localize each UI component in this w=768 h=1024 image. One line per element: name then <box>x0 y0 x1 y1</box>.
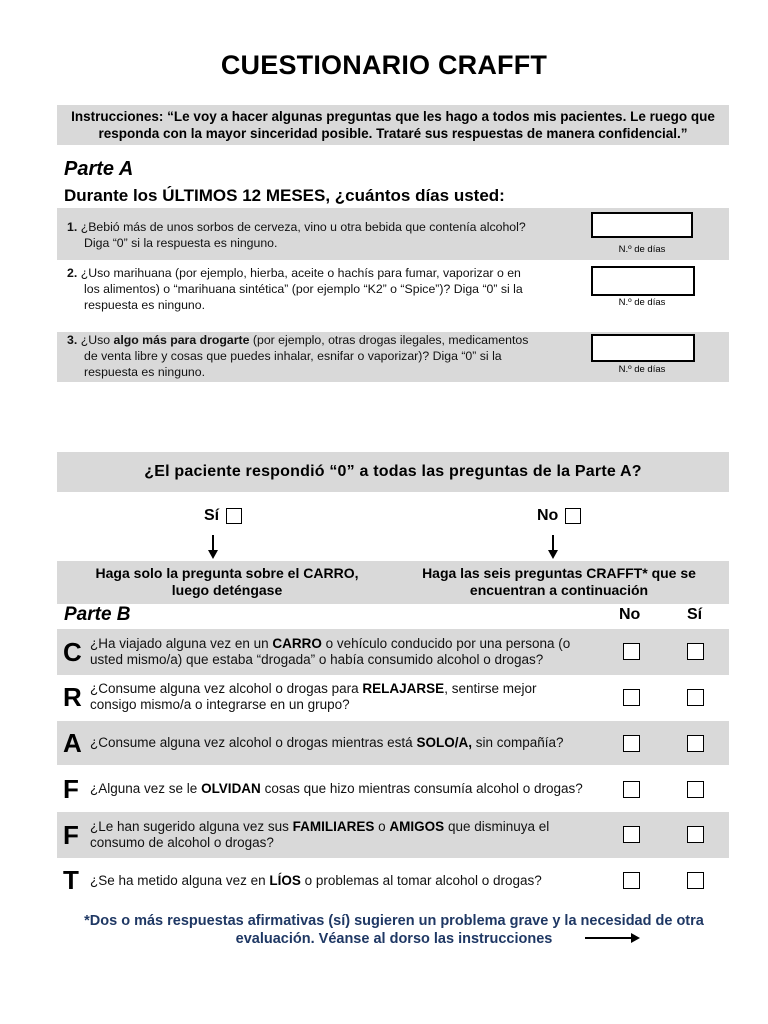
crafft-row-r <box>57 675 729 719</box>
footnote <box>60 912 728 948</box>
question-number: 3. <box>67 333 78 347</box>
question-keyword: SOLO/A, <box>416 735 472 750</box>
yes-option-label: Sí <box>204 507 220 524</box>
screening-question: ¿El paciente respondió “0” a todas las preguntas de la Parte A? <box>57 452 729 492</box>
question-emphasis: algo más para drogarte <box>113 333 250 347</box>
crafft-letter: F <box>63 820 79 850</box>
question-text: ¿Bebió más de unos sorbos de cerveza, vino u otra bebida que contenía alcohol? <box>80 220 526 234</box>
footnote-line-1: *Dos o más respuestas afirmativas (sí) sugieren un problema grave y la necesidad de otra <box>84 913 704 929</box>
yes-checkbox[interactable] <box>226 508 242 524</box>
question-keyword: LÍOS <box>269 873 301 888</box>
question-text: sin compañía? <box>471 735 564 750</box>
question-text: , sentirse mejor <box>444 681 537 696</box>
branch-right-line-1: Haga las seis preguntas CRAFFT* que se <box>422 565 696 581</box>
crafft-row-f-forget <box>57 767 729 811</box>
question-text: cosas que hizo mientras consumía alcohol o drogas? <box>260 781 583 796</box>
part-a-heading: Parte A <box>64 158 134 180</box>
answer-no-checkbox[interactable] <box>623 735 640 752</box>
question-text: respuesta es ninguno. <box>84 298 206 312</box>
question-text: respuesta es ninguno. <box>84 365 206 379</box>
answer-no-checkbox[interactable] <box>623 872 640 889</box>
down-arrow-line <box>212 535 214 551</box>
days-label: N.º de días <box>618 244 666 255</box>
crafft-row-c <box>57 629 729 675</box>
question-text: ¿Le han sugerido alguna vez sus <box>90 819 293 834</box>
page-title: CUESTIONARIO CRAFFT <box>220 50 548 80</box>
question-keyword: OLVIDAN <box>201 781 261 796</box>
no-option-label: No <box>537 507 559 524</box>
no-checkbox[interactable] <box>565 508 581 524</box>
instructions-line-1: Instrucciones: “Le voy a hacer algunas preguntas que les hago a todos mis pacientes. Le ruego que <box>71 109 715 124</box>
right-arrow-icon <box>631 933 640 943</box>
answer-no-checkbox[interactable] <box>623 689 640 706</box>
question-text: Diga “0” si la respuesta es ninguno. <box>84 236 278 250</box>
column-header-yes: Sí <box>687 606 703 623</box>
question-text: o vehículo conducido por una persona (o <box>321 636 571 651</box>
branch-right-text <box>399 565 719 599</box>
answer-yes-checkbox[interactable] <box>687 643 704 660</box>
crafft-row-f-family <box>57 812 729 858</box>
days-input-2[interactable] <box>591 266 695 296</box>
question-number: 2. <box>67 266 78 280</box>
crafft-letter: C <box>63 637 82 667</box>
right-arrow-line <box>585 937 633 939</box>
question-text: ¿Uso <box>80 333 114 347</box>
answer-yes-checkbox[interactable] <box>687 872 704 889</box>
question-text: consigo mismo/a o integrarse en un grupo? <box>90 697 350 712</box>
crafft-row-t <box>57 859 729 903</box>
answer-yes-checkbox[interactable] <box>687 735 704 752</box>
down-arrow-line <box>552 535 554 551</box>
down-arrow-icon <box>548 550 558 559</box>
question-text: consumo de alcohol o drogas? <box>90 835 274 850</box>
answer-no-checkbox[interactable] <box>623 826 640 843</box>
part-a-question-3 <box>57 332 729 382</box>
days-input-1[interactable] <box>591 212 693 238</box>
question-text: usted mismo/a) que estaba “drogada” o había consumido alcohol o drogas? <box>90 652 544 667</box>
answer-no-checkbox[interactable] <box>623 643 640 660</box>
answer-no-checkbox[interactable] <box>623 781 640 798</box>
branch-right-line-2: encuentran a continuación <box>469 582 649 598</box>
question-text: ¿Uso marihuana (por ejemplo, hierba, aceite o hachís para fumar, vaporizar o en <box>80 266 521 280</box>
crafft-row-a <box>57 721 729 765</box>
column-header-no: No <box>619 606 641 623</box>
question-number: 1. <box>67 220 78 234</box>
question-text: ¿Ha viajado alguna vez en un <box>90 636 273 651</box>
question-text: o problemas al tomar alcohol o drogas? <box>300 873 542 888</box>
answer-yes-checkbox[interactable] <box>687 781 704 798</box>
crafft-letter: R <box>63 682 82 712</box>
question-keyword: AMIGOS <box>389 819 445 834</box>
question-keyword: CARRO <box>272 636 322 651</box>
days-label: N.º de días <box>618 364 666 375</box>
footnote-line-2: evaluación. Véanse al dorso las instrucciones <box>235 931 553 947</box>
crafft-letter: A <box>63 728 82 758</box>
crafft-letter: T <box>63 865 79 895</box>
branch-left-line-1: Haga solo la pregunta sobre el CARRO, <box>95 565 359 581</box>
question-text: ¿Alguna vez se le <box>90 781 202 796</box>
question-text: los alimentos) o “marihuana sintética” (por ejemplo “K2” o “Spice”)? Diga “0” si la <box>84 282 523 296</box>
days-label: N.º de días <box>618 297 666 308</box>
question-text: ¿Se ha metido alguna vez en <box>90 873 270 888</box>
question-keyword: RELAJARSE <box>362 681 445 696</box>
answer-yes-checkbox[interactable] <box>687 826 704 843</box>
crafft-letter: F <box>63 774 79 804</box>
branch-left-text <box>67 565 387 599</box>
question-text: o <box>374 819 390 834</box>
down-arrow-icon <box>208 550 218 559</box>
answer-yes-checkbox[interactable] <box>687 689 704 706</box>
branch-instructions <box>57 561 729 604</box>
question-text: de venta libre y cosas que puedes inhalar, esnifar o vaporizar)? Diga “0” si la <box>84 349 502 363</box>
branch-left-line-2: luego deténgase <box>171 582 283 598</box>
instructions-line-2: responda con la mayor sinceridad posible. Trataré sus respuestas de manera confidencial.” <box>98 126 688 141</box>
days-input-3[interactable] <box>591 334 695 362</box>
instructions-box <box>57 105 729 145</box>
part-a-question-2 <box>57 262 729 326</box>
question-text: que disminuya el <box>444 819 550 834</box>
question-text: ¿Consume alguna vez alcohol o drogas mientras está <box>90 735 417 750</box>
question-text: ¿Consume alguna vez alcohol o drogas para <box>90 681 363 696</box>
part-a-subheading: Durante los ÚLTIMOS 12 MESES, ¿cuántos días usted: <box>64 186 505 205</box>
question-keyword: FAMILIARES <box>292 819 375 834</box>
part-b-heading: Parte B <box>64 604 131 625</box>
question-text: (por ejemplo, otras drogas ilegales, medicamentos <box>249 333 529 347</box>
part-a-question-1 <box>57 208 729 260</box>
